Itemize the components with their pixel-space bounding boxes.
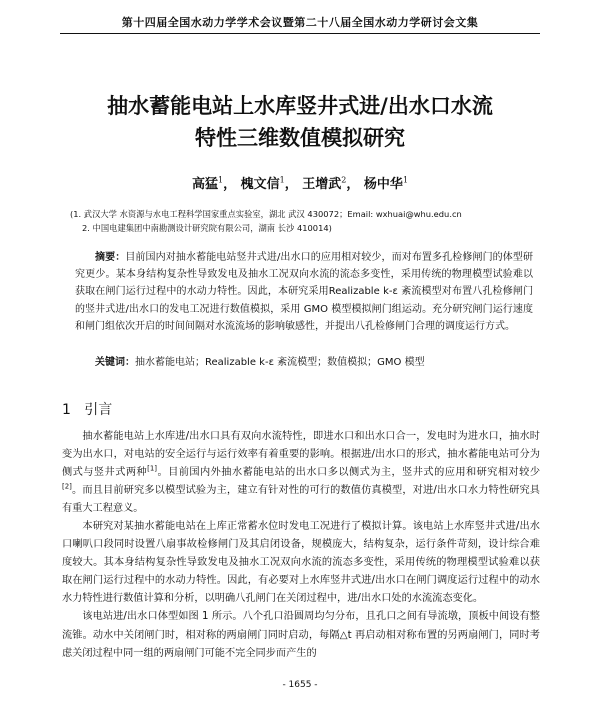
header-rule: [60, 33, 540, 34]
keywords-label: 关键词：: [95, 357, 135, 368]
abstract: [75, 249, 533, 335]
author-affiliation-mark: 1: [217, 175, 224, 185]
body-text: [62, 428, 540, 663]
author-name: 杨中华: [363, 177, 403, 192]
author-name: 槐文信: [240, 177, 280, 192]
author-separator: ，: [346, 177, 360, 192]
section-heading: [62, 399, 112, 419]
author-name: 王增武: [302, 177, 342, 192]
author-affiliation-mark: 1: [279, 175, 285, 185]
author-separator: ，: [223, 177, 237, 192]
paragraph-1-text: 。目前国内外抽水蓄能电站的出水口多以侧式为主，竖井式的应用和研究相对较少: [157, 467, 541, 479]
keywords: [75, 354, 533, 371]
title-line-1: 抽水蓄能电站上水库竖井式进/出水口水流: [107, 94, 493, 118]
citation-ref: [2]: [62, 482, 72, 491]
abstract-label: 摘要：: [95, 252, 126, 263]
affiliation-2: 2. 中国电建集团中南勘测设计研究院有限公司，湖南 长沙 410014): [82, 223, 332, 233]
paragraph-3: 该电站进/出水口体型如图 1 所示。八个孔口沿圆周均匀分布，且孔口之间有导流墩，顶板中间设有整流锥。动水中关闭闸门时，相对称的两扇闸门同时启动，每隔△t 再启动相对称布置的另两扇闸门，同时考虑关闭过程中同一组的两扇闸门可能不完全同步而产生的: [62, 611, 540, 659]
running-header: 第十四届全国水动力学学术会议暨第二十八届全国水动力学研讨会文集: [121, 16, 479, 29]
section-title: 引言: [84, 402, 113, 418]
keywords-text: 抽水蓄能电站；Realizable k-ε 紊流模型；数值模拟；GMO 模型: [135, 357, 425, 368]
paragraph-1: [62, 428, 540, 518]
title-line-2: 特性三维数值模拟研究: [195, 126, 405, 150]
citation-ref: [1]: [147, 464, 158, 473]
page-number: - 1655 -: [282, 680, 318, 690]
author-affiliation-mark: 1: [402, 175, 409, 185]
abstract-text: 目前国内对抽水蓄能电站竖井式进/出水口的应用相对较少，而对布置多孔检修闸门的体型研究更少。某本身结构复杂性导致发电及抽水工况双向水流的流态多变性，采用传统的物理模型试验难以获取在闸门运行过程中的水动力特性。因此，本研究采用Realizable k-ε 紊流模型对布置八孔检修闸门的竖井式进/出水口的发电工况进行数值模拟，采用 GMO 模型模拟闸门组运动。充分研究闸门运行速度和闸门组依次开启的时间间隔对水流流场的影响敏感性，并提出八孔检修闸门合理的调度运行方式。: [75, 252, 533, 332]
author-separator: ，: [284, 177, 298, 192]
affiliation-1: (1. 武汉大学 水资源与水电工程科学国家重点实验室，湖北 武汉 430072；Email: wxhuai@whu.edu.cn: [70, 209, 462, 219]
author-name: 高猛: [191, 177, 218, 192]
author-affiliation-mark: 2: [341, 175, 347, 185]
paper-title: [40, 90, 560, 154]
section-number: 1: [62, 402, 71, 418]
paragraph-1-text: 抽水蓄能电站上水库进/出水口具有双向水流特性，即进水口和出水口合一，发电时为进水口，抽水时变为出水口，对电站的安全运行与运行效率有着重要的影响。根据进/出水口的形式，抽水蓄能电站可分为侧式与竖井式两种: [62, 431, 540, 479]
paragraph-1-text: 。而且目前研究多以模型试验为主，建立有针对性的可行的数值仿真模型，对进/出水口水力特性研究具有重大工程意义。: [62, 485, 540, 515]
author-list: [40, 173, 560, 192]
paragraph-2: 本研究对某抽水蓄能电站在上库正常蓄水位时发电工况进行了模拟计算。该电站上水库竖井式进/出水口喇叭口段同时设置八扇事故检修闸门及其启闭设备，规模庞大，结构复杂，运行条件苛刻，设计综合难度较大。其本身结构复杂性导致发电及抽水工况双向水流的流态多变性，采用传统的物理模型试验难以获取在闸门运行过程中的水动力特性。因此，有必要对上水库竖井式进/出水口在闸门调度运行过程中的动水水力特性进行数值计算和分析，以明确八孔闸门在关闭过程中，进/出水口处的水流流态变化。: [62, 521, 540, 605]
